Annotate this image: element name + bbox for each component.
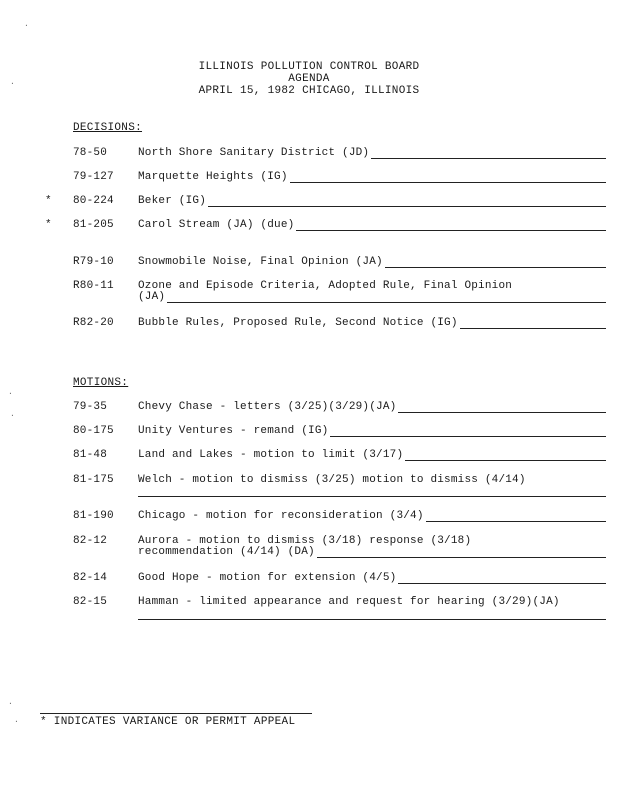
- signature-blank-line: [460, 318, 606, 329]
- decision-description: Carol Stream (JA) (due): [138, 219, 295, 231]
- motions-heading: MOTIONS:: [73, 377, 129, 389]
- motion-description-cont: recommendation (4/14) (DA): [138, 546, 315, 558]
- signature-blank-line: [371, 148, 606, 159]
- motion-description: Good Hope - motion for extension (4/5): [138, 572, 397, 584]
- decision-description: North Shore Sanitary District (JD): [138, 147, 370, 159]
- agenda-header-board: ILLINOIS POLLUTION CONTROL BOARD: [198, 61, 420, 73]
- docket-number: 82-12: [73, 535, 108, 547]
- signature-blank-line: [167, 292, 606, 303]
- scan-speck: .: [10, 410, 15, 419]
- signature-blank-line: [426, 511, 606, 522]
- signature-blank-line: [208, 196, 606, 207]
- decision-description-cont: (JA): [138, 291, 166, 303]
- signature-blank-line: [385, 257, 606, 268]
- signature-blank-line: [138, 619, 606, 620]
- docket-number: 79-127: [73, 171, 114, 183]
- scan-speck: .: [8, 388, 13, 397]
- motion-description: Aurora - motion to dismiss (3/18) response (3/18): [138, 535, 472, 547]
- docket-number: 81-175: [73, 474, 114, 486]
- signature-blank-line: [405, 450, 606, 461]
- signature-blank-line: [398, 402, 606, 413]
- docket-number: R79-10: [73, 256, 114, 268]
- signature-blank-line: [330, 426, 606, 437]
- scan-speck: .: [24, 20, 29, 29]
- docket-number: R82-20: [73, 317, 114, 329]
- docket-number: 81-190: [73, 510, 114, 522]
- signature-blank-line: [138, 496, 606, 497]
- docket-number: R80-11: [73, 280, 114, 292]
- motion-description: Unity Ventures - remand (IG): [138, 425, 329, 437]
- docket-number: 82-15: [73, 596, 108, 608]
- docket-number: 81-48: [73, 449, 108, 461]
- motion-description: Land and Lakes - motion to limit (3/17): [138, 449, 404, 461]
- variance-marker: *: [45, 195, 52, 207]
- decision-description: Marquette Heights (IG): [138, 171, 288, 183]
- motion-description: Chicago - motion for reconsideration (3/4): [138, 510, 424, 522]
- agenda-header-date: APRIL 15, 1982 CHICAGO, ILLINOIS: [198, 85, 420, 97]
- scan-speck: .: [14, 716, 19, 725]
- docket-number: 80-175: [73, 425, 114, 437]
- decision-description: Ozone and Episode Criteria, Adopted Rule, Final Opinion: [138, 280, 513, 292]
- signature-blank-line: [290, 172, 606, 183]
- motion-description: Chevy Chase - letters (3/25)(3/29)(JA): [138, 401, 397, 413]
- decisions-heading: DECISIONS:: [73, 122, 143, 134]
- docket-number: 80-224: [73, 195, 114, 207]
- signature-blank-line: [398, 573, 606, 584]
- docket-number: 82-14: [73, 572, 108, 584]
- docket-number: 81-205: [73, 219, 114, 231]
- motion-description: Hamman - limited appearance and request for hearing (3/29)(JA): [138, 596, 560, 608]
- scan-speck: .: [8, 698, 13, 707]
- docket-number: 78-50: [73, 147, 108, 159]
- decision-description: Snowmobile Noise, Final Opinion (JA): [138, 256, 383, 268]
- scan-speck: .: [10, 78, 15, 87]
- signature-blank-line: [296, 220, 606, 231]
- footnote-variance: * INDICATES VARIANCE OR PERMIT APPEAL: [40, 716, 296, 728]
- decision-description: Beker (IG): [138, 195, 207, 207]
- motion-description: Welch - motion to dismiss (3/25) motion to dismiss (4/14): [138, 474, 526, 486]
- docket-number: 79-35: [73, 401, 108, 413]
- agenda-header-title: AGENDA: [288, 73, 330, 85]
- variance-marker: *: [45, 219, 52, 231]
- footer-rule: [40, 713, 312, 714]
- signature-blank-line: [317, 547, 606, 558]
- decision-description: Bubble Rules, Proposed Rule, Second Notice (IG): [138, 317, 458, 329]
